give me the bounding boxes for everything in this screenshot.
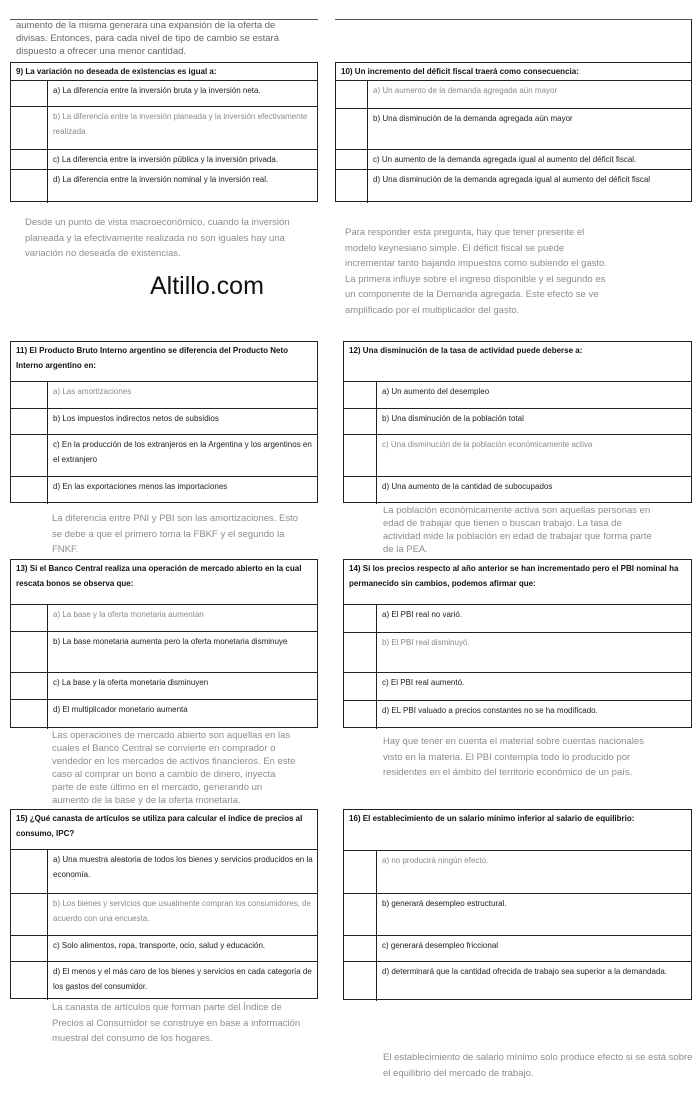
option-text: c) Un aumento de la demanda agregada igual al aumento del déficit fiscal. xyxy=(373,155,637,164)
option-text: a) Un aumento de la demanda agregada aún mayor xyxy=(373,86,558,95)
answer-cell[interactable] xyxy=(11,107,48,149)
q13-table xyxy=(10,559,318,728)
top-rule-right xyxy=(335,19,692,20)
option-row xyxy=(11,850,317,894)
option-row xyxy=(11,894,317,936)
question-title: 12) Una disminución de la tasa de actividad puede deberse a: xyxy=(344,342,691,382)
q10-table xyxy=(335,62,692,202)
option-row xyxy=(11,170,317,203)
q16-table xyxy=(343,809,692,1000)
altillo-logo: Altillo.com xyxy=(150,272,264,300)
option-row xyxy=(11,409,317,435)
question-title: 16) El establecimiento de un salario mínimo inferior al salario de equilibrio: xyxy=(344,810,691,851)
question-title: 11) El Producto Bruto Interno argentino se diferencia del Producto Neto Interno argentino en: xyxy=(11,342,317,382)
option-row xyxy=(11,150,317,170)
option-text: c) generará desempleo friccional xyxy=(382,941,499,950)
answer-cell[interactable] xyxy=(336,109,368,149)
answer-cell[interactable] xyxy=(344,701,377,729)
question-title: 10) Un incremento del déficit fiscal traerá como consecuencia: xyxy=(336,63,691,81)
option-text: b) Una disminución de la demanda agregada aún mayor xyxy=(373,114,573,123)
answer-cell[interactable] xyxy=(11,936,48,961)
explanation-text: La canasta de artículos que forman parte del Índice de Precios al Consumidor se construye en base a información muestral del consumo de los hogares. xyxy=(52,1002,301,1044)
option-row xyxy=(344,894,691,936)
option-row xyxy=(344,409,691,435)
top-left-text: aumento de la misma generara una expansión de la oferta de divisas. Entonces, para cada nivel de tipo de cambio se estará dispuesto a ofrecer una menor cantidad. xyxy=(16,20,279,57)
q9-table xyxy=(10,62,318,202)
q12-table xyxy=(343,341,692,503)
option-row xyxy=(344,605,691,633)
answer-cell[interactable] xyxy=(344,435,377,476)
answer-cell[interactable] xyxy=(11,409,48,434)
option-text: c) La base y la oferta monetaria disminuyen xyxy=(53,678,209,687)
answer-cell[interactable] xyxy=(344,673,377,700)
answer-cell[interactable] xyxy=(344,605,377,632)
q15-table xyxy=(10,809,318,999)
option-text: c) En la producción de los extranjeros en la Argentina y los argentinos en el extranjero xyxy=(53,440,312,464)
answer-cell[interactable] xyxy=(11,435,48,476)
option-text: d) La diferencia entre la inversión nominal y la inversión real. xyxy=(53,175,269,184)
answer-cell[interactable] xyxy=(344,894,377,935)
option-row xyxy=(344,851,691,894)
answer-cell[interactable] xyxy=(344,409,377,434)
option-row xyxy=(11,382,317,409)
answer-cell[interactable] xyxy=(336,170,368,203)
option-text: c) Solo alimentos, ropa, transporte, ocio, salud y educación. xyxy=(53,941,266,950)
answer-cell[interactable] xyxy=(11,700,48,729)
option-text: a) El PBI real no varió. xyxy=(382,610,463,619)
option-row xyxy=(344,962,691,1001)
answer-cell[interactable] xyxy=(336,150,368,169)
option-row xyxy=(11,700,317,729)
option-text: a) Las amortizaciones xyxy=(53,387,132,396)
option-row xyxy=(11,673,317,700)
option-text: b) La diferencia entre la inversión planeada y la inversión efectivamente realizada xyxy=(53,112,308,136)
option-text: d) Una disminución de la demanda agregada igual al aumento del déficit fiscal xyxy=(373,175,651,184)
question-title: 9) La variación no deseada de existencias es igual a: xyxy=(11,63,317,81)
option-row xyxy=(344,435,691,477)
option-text: d) El multiplicador monetario aumenta xyxy=(53,705,188,714)
explanation-text: Las operaciones de mercado abierto son aquellas en las cuales el Banco Central se convierte en comprador o vendedor en los mercados de activos financieros. En este caso al comprar un bono a cambio de dinero, inyecta parte de este último en el mercado, generando un aumento de la base y de la oferta monetaria. xyxy=(52,730,296,806)
option-text: a) Una muestra aleatoria de todos los bienes y servicios producidos en la economía. xyxy=(53,855,313,879)
top-right-border xyxy=(691,19,692,63)
option-row xyxy=(11,477,317,504)
question-title: 15) ¿Qué canasta de artículos se utiliza para calcular el índice de precios al consumo, IPC? xyxy=(11,810,317,850)
answer-cell[interactable] xyxy=(11,673,48,699)
option-text: b) generará desempleo estructural. xyxy=(382,899,507,908)
option-text: a) La diferencia entre la inversión bruta y la inversión neta. xyxy=(53,86,261,95)
explanation-text: La diferencia entre PNI y PBI son las amortizaciones. Esto se debe a que el primero toma la FBKF y el segundo la FNKF. xyxy=(52,513,299,555)
option-text: d) El menos y el más caro de los bienes y servicios en cada categoría de los gastos del consumidor. xyxy=(53,967,312,991)
option-row xyxy=(11,632,317,673)
answer-cell[interactable] xyxy=(11,150,48,169)
explanation-text: Para responder esta pregunta, hay que tener presente el modelo keynesiano simple. El déficit fiscal se puede incrementar tanto bajando impuestos como subiendo el gasto. La primera influye sobre el ingreso disponible y el segundo es un componente de la Demanda agregada. Este efecto se ve amplificado por el multiplicador del gasto. xyxy=(345,227,607,316)
option-text: b) Una disminución de la población total xyxy=(382,414,524,423)
question-title: 13) Si el Banco Central realiza una operación de mercado abierto en la cual rescata bonos se observa que: xyxy=(11,560,317,605)
option-row xyxy=(336,81,691,109)
answer-cell[interactable] xyxy=(11,170,48,203)
answer-cell[interactable] xyxy=(344,962,377,1001)
option-text: c) El PBI real aumentó. xyxy=(382,678,465,687)
q11-table xyxy=(10,341,318,503)
option-row xyxy=(344,477,691,504)
answer-cell[interactable] xyxy=(11,962,48,1000)
explanation-text: Hay que tener en cuenta el material sobre cuentas nacionales visto en la materia. El PBI contempla todo lo producido por residentes en el ámbito del territorio económico de un país. xyxy=(383,736,644,778)
option-text: a) La base y la oferta monetaria aumentan xyxy=(53,610,204,619)
answer-cell[interactable] xyxy=(344,633,377,672)
option-row xyxy=(11,936,317,962)
option-text: b) Los impuestos indirectos netos de subsidios xyxy=(53,414,219,423)
option-row xyxy=(344,673,691,701)
answer-cell[interactable] xyxy=(11,605,48,631)
answer-cell[interactable] xyxy=(344,851,377,893)
option-row xyxy=(11,605,317,632)
question-title: 14) Si los precios respecto al año anterior se han incrementado pero el PBI nominal ha permanecido sin cambios, podemos afirmar que: xyxy=(344,560,691,605)
option-row xyxy=(344,633,691,673)
option-row xyxy=(11,435,317,477)
option-row xyxy=(344,701,691,729)
option-row xyxy=(344,382,691,409)
answer-cell[interactable] xyxy=(11,850,48,893)
option-text: c) Una disminución de la población económicamente activa xyxy=(382,440,593,449)
answer-cell[interactable] xyxy=(344,936,377,961)
q14-table xyxy=(343,559,692,728)
option-row xyxy=(336,109,691,150)
answer-cell[interactable] xyxy=(336,81,368,108)
option-text: a) Un aumento del desempleo xyxy=(382,387,490,396)
option-text: d) En las exportaciones menos las importaciones xyxy=(53,482,228,491)
answer-cell[interactable] xyxy=(11,632,48,672)
answer-cell[interactable] xyxy=(344,382,377,408)
explanation-text: La población económicamente activa son aquellas personas en edad de trabajar que tienen o buscan trabajo. La tasa de actividad mide la población en edad de trabajar que forma parte de la PEA. xyxy=(383,505,652,555)
option-text: c) La diferencia entre la inversión pública y la inversión privada. xyxy=(53,155,279,164)
answer-cell[interactable] xyxy=(11,477,48,504)
option-text: d) determinará que la cantidad ofrecida de trabajo sea superior a la demandada. xyxy=(382,967,668,976)
option-text: d) Una aumento de la cantidad de subocupados xyxy=(382,482,553,491)
explanation-text: Desde un punto de vista macroeconómico, cuando la inversión planeada y la efectivamente realizada no son iguales hay una variación no deseada de existencias. xyxy=(25,217,290,259)
option-text: b) Los bienes y servicios que usualmente compran los consumidores, de acuerdo con una encuesta. xyxy=(53,899,311,923)
option-row xyxy=(11,962,317,1000)
option-row xyxy=(11,81,317,107)
option-text: a) no producirá ningún efecto. xyxy=(382,856,489,865)
explanation-text: El establecimiento de salario mínimo solo produce efecto si se está sobre el equilibrio del mercado de trabajo. xyxy=(383,1052,693,1079)
option-row xyxy=(11,107,317,150)
answer-cell[interactable] xyxy=(11,382,48,408)
option-text: d) EL PBI valuado a precios constantes no se ha modificado. xyxy=(382,706,598,715)
option-row xyxy=(336,150,691,170)
answer-cell[interactable] xyxy=(11,894,48,935)
option-text: b) La base monetaria aumenta pero la oferta monetaria disminuye xyxy=(53,637,288,646)
option-text: b) El PBI real disminuyó. xyxy=(382,638,470,647)
option-row xyxy=(344,936,691,962)
option-row xyxy=(336,170,691,203)
answer-cell[interactable] xyxy=(344,477,377,504)
answer-cell[interactable] xyxy=(11,81,48,106)
